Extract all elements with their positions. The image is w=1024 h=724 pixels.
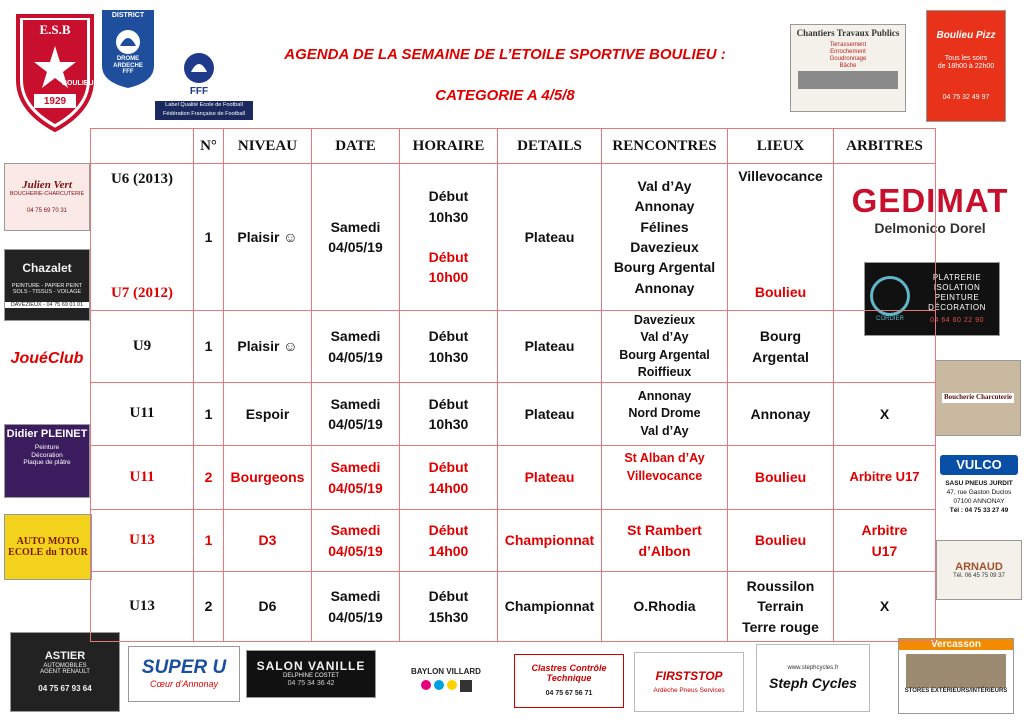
sponsor-line: AUTOMOBILES [43,662,87,669]
sponsor-line: Tél : 04 75 33 27 49 [949,507,1009,514]
cell-arbitres: Arbitre U17 [834,446,936,510]
horaire-value: 10h30 [428,208,469,225]
sponsor-line: DELPHINE COSTET [282,673,339,680]
cell-arbitres: X [834,572,936,642]
category-label: U7 (2012) [110,285,174,302]
horaire-label: Début [428,188,469,205]
sponsor-line: 07100 ANNONAY [953,498,1005,505]
qr-code-icon [460,680,472,692]
cell-category: U13 [91,510,194,572]
cell-niveau: D3 [224,510,312,572]
match-team: Annonay [637,388,692,403]
sponsor-line: PEINTURE - PAPIER PEINT [11,283,83,290]
sponsor-chazalet [4,249,90,321]
sponsor-name: VULCO [940,455,1018,475]
horaire-label: Début [428,459,469,476]
sponsor-firststop [634,652,744,712]
sponsor-travaux-publics [790,24,906,112]
sponsor-phone: 04 64 60 22 90 [930,316,984,324]
cell-horaire [400,572,498,642]
sponsor-line: Peinture [34,444,60,452]
horaire-label: Début [428,522,469,539]
sponsor-pizza [926,10,1006,122]
page-title: AGENDA DE LA SEMAINE DE L’ETOILE SPORTIVE BOULIEU : [284,46,726,63]
date-day: Samedi [330,522,381,539]
col-header-arbitres: ARBITRES [834,129,936,164]
label-line: Label Qualité Ecole de Football [165,102,243,108]
sponsor-name: CORDIER [876,316,904,322]
sponsor-line: 04 75 69 70 31 [26,207,68,214]
col-header-rencontres: RENCONTRES [602,129,728,164]
cell-rencontres [602,383,728,446]
horaire-label: Début [428,328,469,345]
club-logo-esb [14,10,96,134]
sponsor-line: Ardèche Pneus Services [653,686,725,694]
sponsor-line: STORES EXTÉRIEURS/INTÉRIEURS [904,688,1008,694]
match-team: Annonay [634,279,695,296]
cell-number: 1 [194,311,224,383]
sponsor-name: Vercasson [899,639,1013,650]
lieu-value: Bourg [759,328,802,345]
sponsor-line: www.stephcycles.fr [787,664,839,671]
match-team: Val d’Ay [637,178,692,195]
category-label: U6 (2013) [110,171,174,187]
horaire-value: 14h00 [428,542,469,559]
district-line: FFF [122,69,134,76]
cell-date [312,510,400,572]
table-header-row [91,129,936,164]
cell-lieux [728,164,834,311]
sponsor-name: Didier PLEINET [6,428,88,440]
sponsor-super-u [128,646,240,702]
sponsor-name: ASTIER [44,650,86,663]
arbitre-value: Arbitre [861,522,908,539]
sponsor-name: Julien Vert [22,179,72,192]
fff-logo [176,50,222,100]
cell-category: U9 [91,311,194,383]
lieu-value: Boulieu [754,283,807,300]
sponsor-line: AGENT RENAULT [40,669,90,676]
cell-rencontres [602,311,728,383]
sponsor-name: Steph Cycles [769,674,857,691]
cell-arbitres [834,311,936,383]
cell-details: Plateau [498,311,602,383]
match-team: Val d’Ay [640,330,689,344]
sponsor-line: DAVÉZIEUX - 04 75 69 01 01 [5,302,89,308]
sponsor-line: 04 75 34 36 42 [287,680,335,688]
sponsor-name: ARNAUD [955,560,1003,573]
sponsor-line: Goudronnage [829,55,867,62]
sponsor-line: de 18h00 à 22h00 [937,63,995,71]
sponsor-joueclub: JouéClub [10,350,84,367]
date-day: Samedi [330,395,381,412]
sponsor-line: PLATRERIE [932,272,982,282]
label-line: Fédération Française de Football [162,111,246,117]
col-header-niveau: NIVEAU [224,129,312,164]
match-team: Nord Drome [628,406,701,421]
cell-rencontres [602,510,728,572]
sponsor-line: Enrochement [830,48,866,55]
cell-details: Plateau [498,383,602,446]
horaire-value: 10h30 [428,348,469,365]
horaire-value: 14h00 [428,479,469,496]
sponsor-vulco [936,455,1022,530]
club-logo-city: BOULIEU [62,80,94,87]
sponsor-line: Tél. 06 45 75 09 37 [953,572,1005,579]
district-logo [100,8,156,90]
match-team: Félines [640,218,689,235]
cell-date [312,383,400,446]
sponsor-name: BAYLON VILLARD [411,666,481,676]
sponsor-astier [10,632,120,712]
cell-number: 2 [194,572,224,642]
date-value: 04/05/19 [328,348,383,365]
horaire-label: Début [428,395,469,412]
table-row [91,311,936,383]
sponsor-line: ISOLATION [933,282,981,292]
lieu-value: Terre rouge [742,618,819,635]
table-row [91,383,936,446]
cell-arbitres [834,510,936,572]
sponsor-line: 04 75 67 93 64 [38,684,92,694]
cell-details: Championnat [498,572,602,642]
sponsor-boucherie [935,360,1021,436]
cell-lieux [728,572,834,642]
sponsor-line: PEINTURE [934,292,980,302]
sponsor-julien-vert [4,163,90,231]
sponsor-name: FIRSTSTOP [655,668,723,683]
cell-number: 1 [194,164,224,311]
horaire-value: 10h30 [428,416,469,432]
sponsor-didier-pleinet [4,424,90,498]
sponsor-salon-vanille [246,650,376,698]
arbitre-value: U17 [871,542,898,559]
color-dot-icon [421,680,431,690]
match-team: Davezieux [630,239,699,255]
sponsor-line: Décoration [31,451,63,459]
date-day: Samedi [330,588,381,605]
cell-date [312,446,400,510]
cell-rencontres [602,164,728,311]
sponsor-name: Chantiers Travaux Publics [796,28,900,38]
club-logo-year: 1929 [43,96,67,107]
match-team: Villevocance [626,468,703,483]
cell-lieux: Boulieu [728,446,834,510]
cell-rencontres [602,446,728,510]
table-row [91,446,936,510]
table-row [91,510,936,572]
sponsor-line: SASU PNEUS JURDIT [945,480,1013,487]
lieu-value: Villevocance [738,168,823,184]
sponsor-sub: Delmonico Dorel [874,220,986,236]
sponsor-steph-cycles [756,644,870,712]
sponsor-line: 47, rue Gaston Duclos [946,489,1012,496]
sponsor-name: Chazalet [22,260,72,275]
cell-horaire [400,383,498,446]
cell-arbitres: X [834,383,936,446]
label-ecole-football [155,101,253,120]
cell-number: 1 [194,510,224,572]
col-header-horaire: HORAIRE [400,129,498,164]
cell-horaire [400,446,498,510]
cell-date [312,572,400,642]
sponsor-name: Clastres Contrôle Technique [531,663,607,683]
match-team: Roiffieux [637,365,692,379]
date-day: Samedi [330,328,381,345]
lieu-value: Terrain [757,598,804,615]
match-team: St Alban d’Ay [624,451,705,465]
district-line: DROME [116,56,140,62]
col-header-category [91,129,194,164]
cell-category: U11 [91,383,194,446]
cell-lieux: Boulieu [728,510,834,572]
sponsor-line: 04 75 67 56 71 [545,689,593,697]
match-team: Davezieux [633,312,696,327]
agenda-table [90,128,936,642]
sponsor-name: Boucherie Charcuterie [943,393,1013,402]
col-header-number: N° [194,129,224,164]
cell-number: 1 [194,383,224,446]
district-line: ARDECHE [113,62,143,69]
horaire-value: 15h30 [428,608,469,625]
match-team: Val d’Ay [640,423,689,438]
cell-niveau: Plaisir ☺ [224,164,312,311]
lieu-value: Roussilon [746,578,815,595]
table-row [91,572,936,642]
cell-rencontres: O.Rhodia [602,572,728,642]
club-logo-text: E.S.B [39,22,71,37]
date-value: 04/05/19 [328,416,383,432]
col-header-date: DATE [312,129,400,164]
sponsor-arnaud [936,540,1022,600]
cell-details: Plateau [498,164,602,311]
date-value: 04/05/19 [328,479,383,496]
sponsor-truck-image [798,71,898,89]
horaire-label: Début [428,249,469,265]
match-team: Annonay [634,198,695,215]
lieu-value: Argental [752,348,809,365]
sponsor-line: DÉCORATION [928,302,986,312]
cell-horaire [400,311,498,383]
match-team: St Rambert [627,522,702,539]
cell-horaire [400,164,498,311]
col-header-lieux: LIEUX [728,129,834,164]
sponsor-auto-moto-ecole [4,514,92,580]
sponsor-name: AUTO MOTO ECOLE du TOUR [8,536,88,558]
match-team: Bourg Argental [619,347,710,362]
sponsor-line: Bâche [839,62,857,69]
sponsor-clastres [514,654,624,708]
date-day: Samedi [330,459,381,476]
cell-niveau: Espoir [224,383,312,446]
match-team: Bourg Argental [613,259,716,276]
sponsor-line: SOLS - TISSUS - VOILAGE [12,289,82,296]
horaire-label: Début [428,588,469,605]
table-row [91,164,936,311]
cell-details: Championnat [498,510,602,572]
cell-category: U11 [91,446,194,510]
cell-horaire [400,510,498,572]
cell-niveau: Plaisir ☺ [224,311,312,383]
cell-date [312,311,400,383]
district-logo-top: DISTRICT [111,12,145,19]
sponsor-line: BOUCHERIE-CHARCUTERIE [9,191,85,198]
page-subtitle: CATEGORIE A 4/5/8 [435,87,575,104]
sponsor-line: Cœur d’Annonay [149,679,219,690]
color-dot-icon [447,680,457,690]
cell-category: U13 [91,572,194,642]
sponsor-line: 04 75 32 49 97 [942,93,990,101]
sponsor-store-image [906,654,1006,688]
cell-details: Plateau [498,446,602,510]
cell-lieux [728,311,834,383]
cell-arbitres [834,164,936,311]
date-value: 04/05/19 [328,542,383,559]
cell-niveau: D6 [224,572,312,642]
sponsor-line: Tous les soirs [944,55,988,63]
sponsor-name: GEDIMAT [851,182,1009,219]
sponsor-vercasson [898,638,1014,714]
sponsor-line: Plaque de plâtre [23,459,71,467]
col-header-details: DETAILS [498,129,602,164]
cell-niveau: Bourgeons [224,446,312,510]
sponsor-name: SUPER U [141,657,227,679]
cell-category [91,164,194,311]
horaire-value: 10h00 [428,269,469,286]
cell-lieux: Annonay [728,383,834,446]
sponsor-line: Terrassement [829,41,867,48]
color-dot-icon [434,680,444,690]
sponsor-name: Boulieu Pizz [936,30,996,42]
sponsor-baylon-villard [404,652,488,708]
date-value: 04/05/19 [328,608,383,625]
cell-date [312,164,400,311]
cell-number: 2 [194,446,224,510]
date-value: 04/05/19 [328,239,383,255]
match-team: d’Albon [638,542,691,559]
fff-logo-text: FFF [189,86,209,97]
sponsor-name: SALON VANILLE [256,658,366,673]
date-day: Samedi [330,218,381,235]
